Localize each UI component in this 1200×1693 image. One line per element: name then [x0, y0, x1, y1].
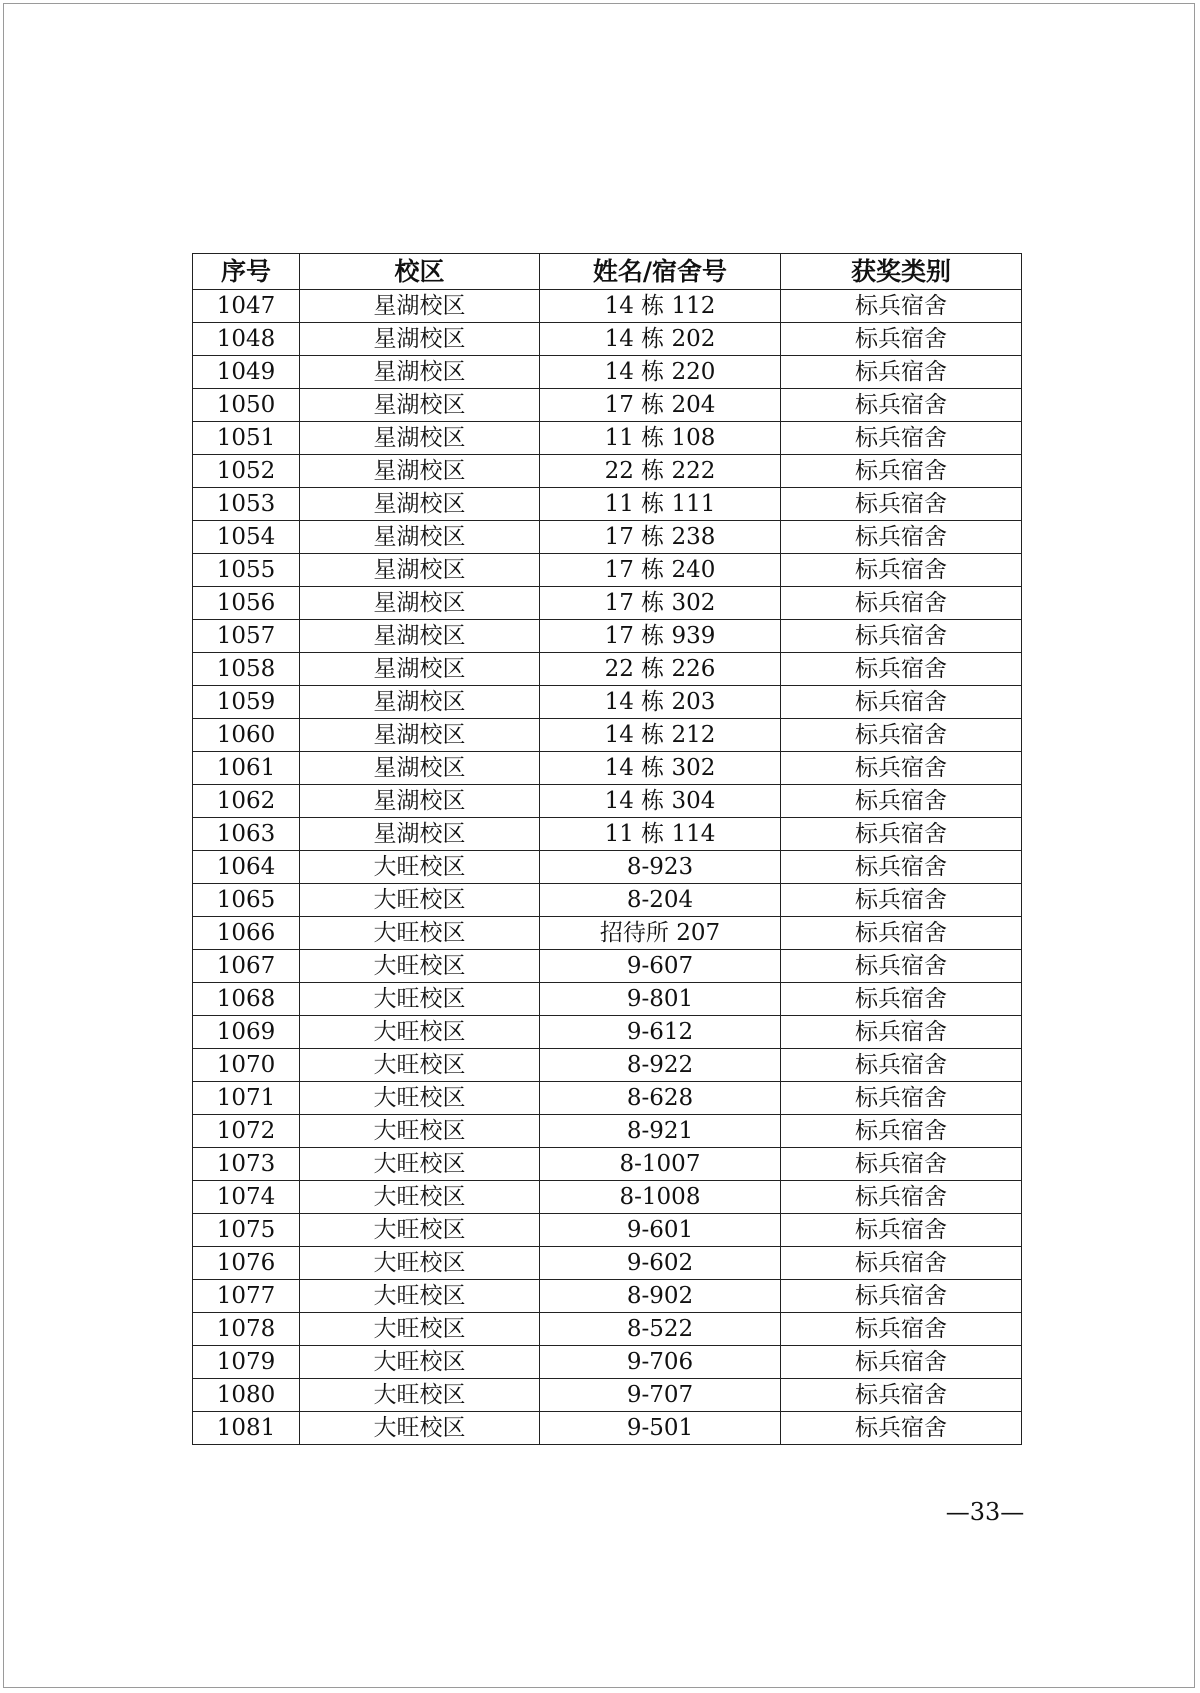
award-table [192, 253, 1022, 1445]
table-row [193, 1379, 1022, 1412]
table-row [193, 1181, 1022, 1214]
cell-serial-number: 1074 [193, 1181, 300, 1214]
cell-campus: 星湖校区 [300, 752, 540, 785]
cell-award-category: 标兵宿舍 [781, 356, 1022, 389]
cell-campus: 星湖校区 [300, 587, 540, 620]
cell-award-category: 标兵宿舍 [781, 653, 1022, 686]
table-row [193, 686, 1022, 719]
cell-award-category: 标兵宿舍 [781, 851, 1022, 884]
cell-serial-number: 1058 [193, 653, 300, 686]
cell-award-category: 标兵宿舍 [781, 1280, 1022, 1313]
cell-dorm-number: 9-801 [540, 983, 781, 1016]
table-row [193, 290, 1022, 323]
cell-serial-number: 1067 [193, 950, 300, 983]
cell-campus: 星湖校区 [300, 785, 540, 818]
cell-dorm-number: 17 栋 939 [540, 620, 781, 653]
cell-award-category: 标兵宿舍 [781, 521, 1022, 554]
table-row [193, 1148, 1022, 1181]
cell-campus: 星湖校区 [300, 290, 540, 323]
header-campus: 校区 [300, 254, 540, 290]
cell-award-category: 标兵宿舍 [781, 686, 1022, 719]
cell-dorm-number: 9-601 [540, 1214, 781, 1247]
cell-campus: 大旺校区 [300, 1280, 540, 1313]
cell-award-category: 标兵宿舍 [781, 389, 1022, 422]
cell-dorm-number: 14 栋 112 [540, 290, 781, 323]
table-row [193, 1082, 1022, 1115]
table-row [193, 323, 1022, 356]
cell-campus: 星湖校区 [300, 554, 540, 587]
cell-dorm-number: 9-602 [540, 1247, 781, 1280]
cell-dorm-number: 22 栋 222 [540, 455, 781, 488]
cell-serial-number: 1073 [193, 1148, 300, 1181]
table-row [193, 1016, 1022, 1049]
table-row [193, 1313, 1022, 1346]
cell-dorm-number: 17 栋 204 [540, 389, 781, 422]
cell-serial-number: 1057 [193, 620, 300, 653]
cell-award-category: 标兵宿舍 [781, 1115, 1022, 1148]
cell-serial-number: 1078 [193, 1313, 300, 1346]
cell-award-category: 标兵宿舍 [781, 620, 1022, 653]
cell-serial-number: 1075 [193, 1214, 300, 1247]
cell-serial-number: 1065 [193, 884, 300, 917]
cell-campus: 星湖校区 [300, 620, 540, 653]
cell-campus: 星湖校区 [300, 488, 540, 521]
table-row [193, 983, 1022, 1016]
cell-dorm-number: 14 栋 202 [540, 323, 781, 356]
table-row [193, 1049, 1022, 1082]
table-row [193, 719, 1022, 752]
cell-award-category: 标兵宿舍 [781, 587, 1022, 620]
cell-award-category: 标兵宿舍 [781, 1247, 1022, 1280]
cell-award-category: 标兵宿舍 [781, 785, 1022, 818]
cell-award-category: 标兵宿舍 [781, 323, 1022, 356]
cell-serial-number: 1052 [193, 455, 300, 488]
cell-serial-number: 1054 [193, 521, 300, 554]
table-header-row [193, 254, 1022, 290]
cell-award-category: 标兵宿舍 [781, 1148, 1022, 1181]
cell-campus: 星湖校区 [300, 686, 540, 719]
cell-dorm-number: 9-607 [540, 950, 781, 983]
table-row [193, 851, 1022, 884]
table-row [193, 1412, 1022, 1445]
cell-serial-number: 1066 [193, 917, 300, 950]
table-row [193, 521, 1022, 554]
cell-campus: 大旺校区 [300, 1412, 540, 1445]
cell-dorm-number: 8-902 [540, 1280, 781, 1313]
cell-dorm-number: 8-522 [540, 1313, 781, 1346]
cell-serial-number: 1064 [193, 851, 300, 884]
table-row [193, 356, 1022, 389]
cell-award-category: 标兵宿舍 [781, 1412, 1022, 1445]
table-row [193, 389, 1022, 422]
table-row [193, 1280, 1022, 1313]
cell-campus: 星湖校区 [300, 323, 540, 356]
cell-dorm-number: 11 栋 114 [540, 818, 781, 851]
cell-dorm-number: 17 栋 240 [540, 554, 781, 587]
cell-serial-number: 1070 [193, 1049, 300, 1082]
cell-campus: 大旺校区 [300, 983, 540, 1016]
cell-serial-number: 1056 [193, 587, 300, 620]
cell-serial-number: 1076 [193, 1247, 300, 1280]
cell-award-category: 标兵宿舍 [781, 884, 1022, 917]
cell-campus: 大旺校区 [300, 851, 540, 884]
table-row [193, 818, 1022, 851]
cell-serial-number: 1061 [193, 752, 300, 785]
cell-serial-number: 1049 [193, 356, 300, 389]
table-row [193, 554, 1022, 587]
cell-serial-number: 1048 [193, 323, 300, 356]
cell-dorm-number: 14 栋 304 [540, 785, 781, 818]
cell-dorm-number: 14 栋 220 [540, 356, 781, 389]
cell-award-category: 标兵宿舍 [781, 818, 1022, 851]
cell-campus: 大旺校区 [300, 950, 540, 983]
cell-dorm-number: 11 栋 108 [540, 422, 781, 455]
table-body [193, 290, 1022, 1445]
cell-award-category: 标兵宿舍 [781, 1082, 1022, 1115]
table-row [193, 587, 1022, 620]
cell-campus: 星湖校区 [300, 356, 540, 389]
cell-dorm-number: 8-921 [540, 1115, 781, 1148]
cell-award-category: 标兵宿舍 [781, 719, 1022, 752]
cell-award-category: 标兵宿舍 [781, 1346, 1022, 1379]
cell-dorm-number: 17 栋 302 [540, 587, 781, 620]
cell-award-category: 标兵宿舍 [781, 488, 1022, 521]
cell-campus: 大旺校区 [300, 1379, 540, 1412]
table-row [193, 653, 1022, 686]
cell-campus: 大旺校区 [300, 1115, 540, 1148]
cell-campus: 星湖校区 [300, 422, 540, 455]
cell-serial-number: 1081 [193, 1412, 300, 1445]
header-serial-number: 序号 [193, 254, 300, 290]
cell-award-category: 标兵宿舍 [781, 1181, 1022, 1214]
table-row [193, 422, 1022, 455]
table-row [193, 455, 1022, 488]
page-number: —33— [945, 1498, 1025, 1526]
cell-award-category: 标兵宿舍 [781, 1049, 1022, 1082]
cell-campus: 星湖校区 [300, 521, 540, 554]
cell-dorm-number: 8-923 [540, 851, 781, 884]
cell-campus: 大旺校区 [300, 1313, 540, 1346]
header-name-dorm: 姓名/宿舍号 [540, 254, 781, 290]
cell-campus: 大旺校区 [300, 917, 540, 950]
cell-dorm-number: 8-1007 [540, 1148, 781, 1181]
cell-dorm-number: 11 栋 111 [540, 488, 781, 521]
cell-serial-number: 1071 [193, 1082, 300, 1115]
table-row [193, 1214, 1022, 1247]
cell-dorm-number: 9-612 [540, 1016, 781, 1049]
cell-campus: 星湖校区 [300, 389, 540, 422]
cell-campus: 星湖校区 [300, 818, 540, 851]
table-row [193, 1247, 1022, 1280]
cell-award-category: 标兵宿舍 [781, 422, 1022, 455]
cell-campus: 大旺校区 [300, 1016, 540, 1049]
cell-campus: 大旺校区 [300, 884, 540, 917]
cell-serial-number: 1060 [193, 719, 300, 752]
cell-campus: 星湖校区 [300, 719, 540, 752]
cell-serial-number: 1072 [193, 1115, 300, 1148]
cell-serial-number: 1063 [193, 818, 300, 851]
cell-dorm-number: 8-922 [540, 1049, 781, 1082]
cell-dorm-number: 17 栋 238 [540, 521, 781, 554]
cell-campus: 大旺校区 [300, 1214, 540, 1247]
cell-award-category: 标兵宿舍 [781, 1379, 1022, 1412]
cell-dorm-number: 22 栋 226 [540, 653, 781, 686]
cell-award-category: 标兵宿舍 [781, 1016, 1022, 1049]
cell-award-category: 标兵宿舍 [781, 1214, 1022, 1247]
cell-campus: 星湖校区 [300, 455, 540, 488]
cell-dorm-number: 14 栋 302 [540, 752, 781, 785]
cell-campus: 大旺校区 [300, 1346, 540, 1379]
cell-dorm-number: 8-204 [540, 884, 781, 917]
cell-serial-number: 1050 [193, 389, 300, 422]
cell-serial-number: 1053 [193, 488, 300, 521]
cell-campus: 大旺校区 [300, 1247, 540, 1280]
cell-serial-number: 1069 [193, 1016, 300, 1049]
table-row [193, 950, 1022, 983]
cell-serial-number: 1080 [193, 1379, 300, 1412]
cell-campus: 大旺校区 [300, 1049, 540, 1082]
cell-dorm-number: 9-707 [540, 1379, 781, 1412]
header-award-category: 获奖类别 [781, 254, 1022, 290]
cell-award-category: 标兵宿舍 [781, 1313, 1022, 1346]
cell-award-category: 标兵宿舍 [781, 752, 1022, 785]
cell-award-category: 标兵宿舍 [781, 983, 1022, 1016]
table-row [193, 752, 1022, 785]
cell-serial-number: 1059 [193, 686, 300, 719]
table-row [193, 1115, 1022, 1148]
cell-dorm-number: 8-1008 [540, 1181, 781, 1214]
cell-award-category: 标兵宿舍 [781, 917, 1022, 950]
cell-award-category: 标兵宿舍 [781, 950, 1022, 983]
cell-dorm-number: 9-501 [540, 1412, 781, 1445]
cell-award-category: 标兵宿舍 [781, 455, 1022, 488]
table-row [193, 1346, 1022, 1379]
cell-serial-number: 1055 [193, 554, 300, 587]
cell-campus: 星湖校区 [300, 653, 540, 686]
cell-dorm-number: 8-628 [540, 1082, 781, 1115]
cell-serial-number: 1079 [193, 1346, 300, 1379]
cell-campus: 大旺校区 [300, 1082, 540, 1115]
table-row [193, 884, 1022, 917]
cell-serial-number: 1068 [193, 983, 300, 1016]
cell-serial-number: 1051 [193, 422, 300, 455]
cell-campus: 大旺校区 [300, 1148, 540, 1181]
cell-award-category: 标兵宿舍 [781, 290, 1022, 323]
table-row [193, 917, 1022, 950]
cell-serial-number: 1047 [193, 290, 300, 323]
cell-serial-number: 1077 [193, 1280, 300, 1313]
cell-dorm-number: 14 栋 203 [540, 686, 781, 719]
table-row [193, 785, 1022, 818]
cell-serial-number: 1062 [193, 785, 300, 818]
cell-dorm-number: 招待所 207 [540, 917, 781, 950]
table-row [193, 488, 1022, 521]
cell-dorm-number: 14 栋 212 [540, 719, 781, 752]
cell-dorm-number: 9-706 [540, 1346, 781, 1379]
table-row [193, 620, 1022, 653]
cell-campus: 大旺校区 [300, 1181, 540, 1214]
cell-award-category: 标兵宿舍 [781, 554, 1022, 587]
